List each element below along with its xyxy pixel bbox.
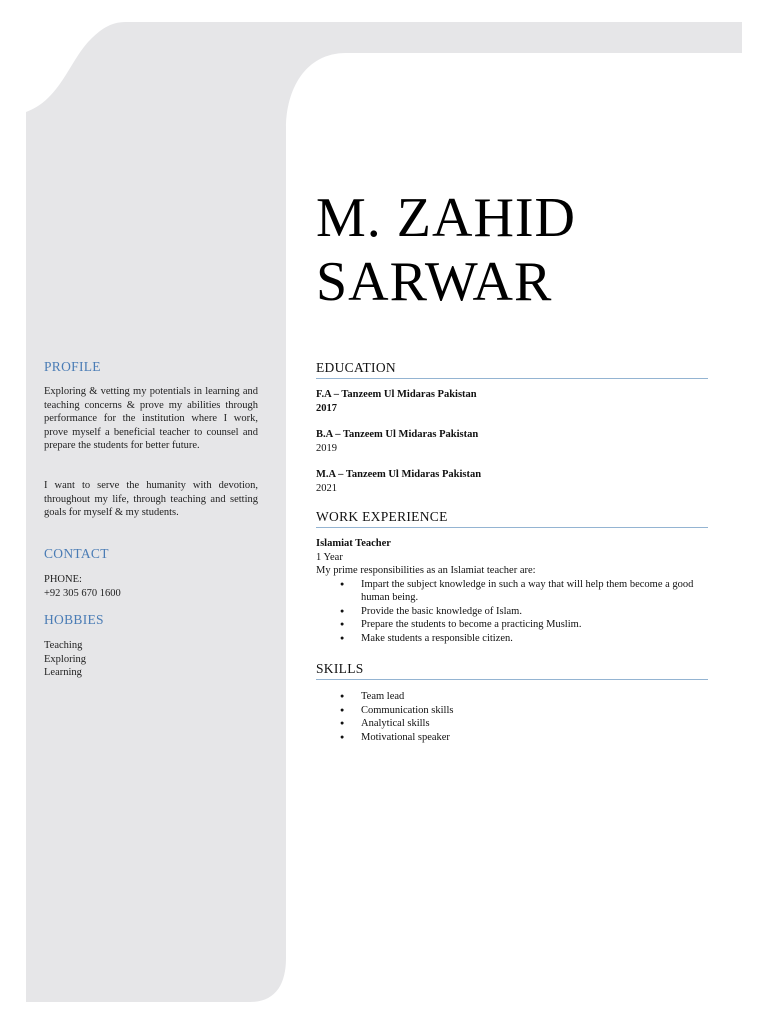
profile-paragraph-2: I want to serve the humanity with devotion, throughout my life, through teaching and setting goals for myself & my students. [44, 480, 258, 518]
hobbies-section [44, 613, 258, 627]
work-section [316, 510, 708, 528]
education-entry [316, 388, 708, 415]
name-line-2: SARWAR [316, 251, 553, 313]
skills-entry [316, 690, 708, 744]
hobby-item: Exploring [44, 653, 86, 665]
education-year: 2021 [316, 482, 337, 494]
name-line-1: M. ZAHID [316, 187, 576, 249]
hobbies-heading: HOBBIES [44, 612, 104, 627]
education-degree: F.A – Tanzeem Ul Midaras Pakistan [316, 389, 477, 400]
responsibility-item: ● Provide the basic knowledge of Islam. [316, 605, 696, 619]
work-entry [316, 537, 708, 645]
hobby-item: Learning [44, 667, 82, 678]
work-heading: WORK EXPERIENCE [316, 510, 708, 528]
profile-paragraph-1: Exploring & vetting my potentials in learning and teaching concerns & prove my abilities through performance for the institution where I work, prove myself a beneficial teacher to counsel and prepare the students for better future. [44, 386, 258, 451]
hobby-item: Teaching [44, 640, 83, 651]
education-year: 2017 [316, 402, 337, 414]
profile-text-2 [44, 479, 258, 520]
profile-section [44, 360, 258, 374]
education-year: 2019 [316, 442, 337, 454]
skill-item: ● Communication skills [316, 704, 708, 718]
phone-value: +92 305 670 1600 [44, 587, 121, 599]
education-section [316, 361, 708, 379]
education-heading: EDUCATION [316, 361, 708, 379]
phone-label: PHONE: [44, 574, 82, 585]
contact-details [44, 573, 258, 600]
education-entry [316, 468, 708, 495]
responsibility-item: ● Prepare the students to become a practicing Muslim. [316, 618, 696, 632]
skills-list [316, 690, 708, 744]
skill-item: ● Analytical skills [316, 717, 708, 731]
contact-section [44, 547, 258, 561]
profile-heading: PROFILE [44, 359, 101, 374]
hobbies-list [44, 639, 258, 680]
candidate-name [316, 186, 736, 314]
education-entry [316, 428, 708, 455]
responsibility-list [316, 578, 696, 646]
skills-heading: SKILLS [316, 662, 708, 680]
job-intro: My prime responsibilities as an Islamiat teacher are: [316, 565, 536, 576]
education-degree: B.A – Tanzeem Ul Midaras Pakistan [316, 429, 479, 440]
profile-text [44, 385, 258, 453]
skill-item: ● Motivational speaker [316, 731, 708, 745]
job-title: Islamiat Teacher [316, 538, 391, 549]
responsibility-item: ● Make students a responsible citizen. [316, 632, 696, 646]
skills-section [316, 662, 708, 680]
skill-item: ● Team lead [316, 690, 708, 704]
job-duration: 1 Year [316, 551, 343, 563]
responsibility-item: ● Impart the subject knowledge in such a way that will help them become a good human being. [316, 578, 696, 605]
contact-heading: CONTACT [44, 546, 109, 561]
education-degree: M.A – Tanzeem Ul Midaras Pakistan [316, 469, 482, 480]
